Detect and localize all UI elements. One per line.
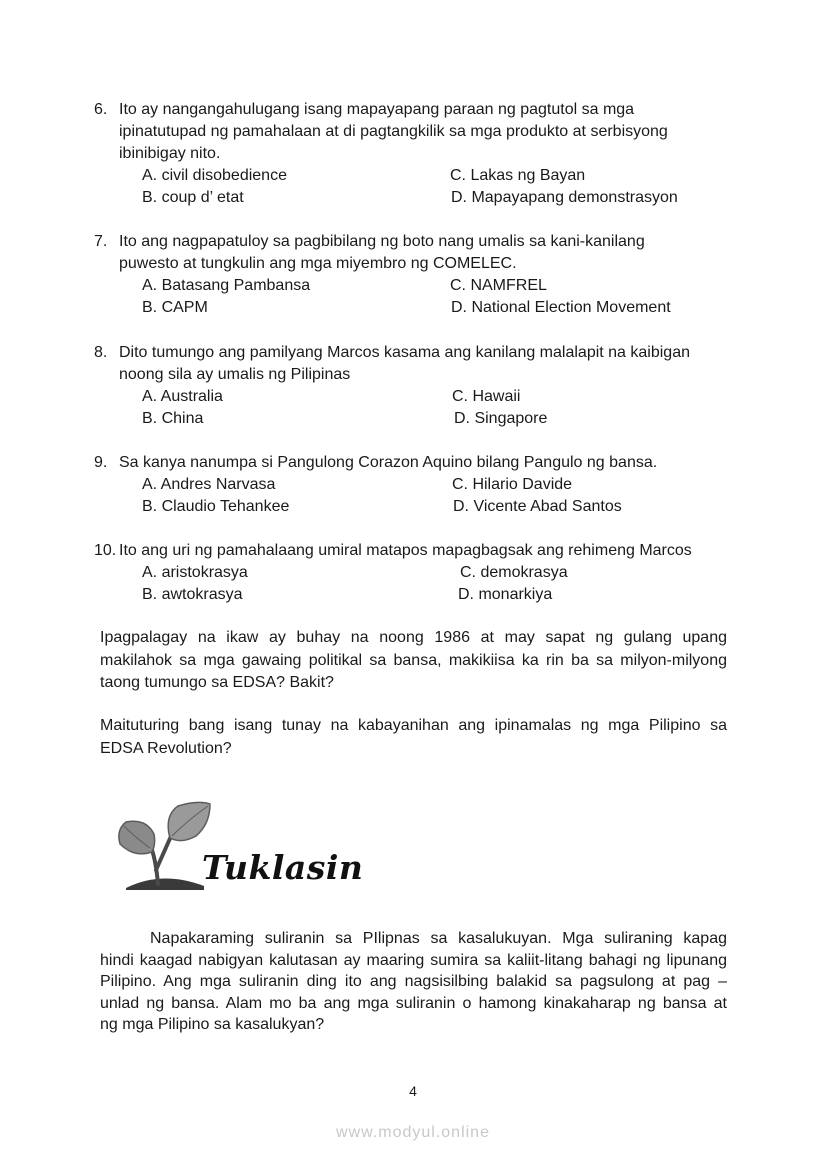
para-line: Maituturing bang isang tunay na kabayanihan ang ipinamalas ng mga Pilipino sa	[100, 717, 727, 734]
choice-b: B. Claudio Tehankee	[142, 498, 290, 515]
question-number: 10.	[94, 542, 117, 559]
choices	[94, 474, 734, 518]
choices	[94, 165, 734, 209]
choice-c: C. Lakas ng Bayan	[450, 167, 586, 184]
reflection-question-2	[100, 715, 727, 760]
page-number: 4	[409, 1083, 417, 1099]
intro-line: ng mga Pilipino sa kasalukyan?	[100, 1016, 325, 1033]
choice-a: A. aristokrasya	[142, 564, 248, 581]
question-stem	[119, 342, 734, 386]
question-number: 9.	[94, 454, 108, 471]
intro-line: unlad ng bansa. Alam mo ba ang mga suliranin o hamong kinakaharap ng bansa at	[100, 994, 727, 1012]
para-line: taong tumungo sa EDSA? Bakit?	[100, 674, 334, 691]
watermark: www.modyul.online	[336, 1124, 490, 1141]
choice-b: B. China	[142, 410, 204, 427]
intro-line: hindi kaagad nabigyan kalutasan ay maaring sumira sa kaliit-litang bahagi ng lipunang	[100, 951, 727, 969]
stem-line: ipinatutupad ng pamahalaan at di pagtangkilik sa mga produkto at serbisyong	[119, 123, 668, 140]
choices	[94, 562, 734, 606]
stem-line: noong sila ay umalis ng Pilipinas	[119, 366, 351, 383]
choice-a: A. Australia	[142, 388, 223, 405]
intro-line: Pilipino. Ang mga suliranin ding ito ang nagsisilbing balakid sa pagsulong at pag –	[100, 973, 727, 990]
question-stem	[119, 452, 734, 474]
stem-line: Ito ang uri ng pamahalaang umiral matapos mapagbagsak ang rehimeng Marcos	[119, 542, 692, 559]
question-stem	[119, 231, 734, 275]
choice-c: C. Hilario Davide	[452, 476, 573, 493]
question-7	[94, 231, 734, 319]
sprout-icon	[112, 800, 212, 892]
section-title: Tuklasin	[202, 848, 364, 887]
choice-a: A. Andres Narvasa	[142, 476, 276, 493]
question-10	[94, 540, 734, 606]
question-stem	[119, 540, 734, 562]
stem-line: puwesto at tungkulin ang mga miyembro ng COMELEC.	[119, 255, 517, 272]
choices	[94, 275, 734, 319]
section-intro	[100, 928, 727, 1036]
question-number: 8.	[94, 344, 108, 361]
question-9	[94, 452, 734, 518]
choice-d: D. Vicente Abad Santos	[453, 498, 622, 515]
choice-b: B. awtokrasya	[142, 586, 243, 603]
stem-line: Ito ay nangangahulugang isang mapayapang paraan ng pagtutol sa mga	[119, 101, 635, 118]
intro-line: Napakaraming suliranin sa PIlipnas sa kasalukuyan. Mga suliraning kapag	[150, 930, 727, 947]
question-number: 7.	[94, 233, 108, 250]
choice-a: A. civil disobedience	[142, 167, 287, 184]
reflection-question-1	[100, 627, 727, 695]
choice-d: D. National Election Movement	[451, 299, 671, 316]
choice-c: C. demokrasya	[460, 564, 568, 581]
choice-a: A. Batasang Pambansa	[142, 277, 311, 294]
choices	[94, 386, 734, 430]
para-line: EDSA Revolution?	[100, 739, 232, 757]
stem-line: Dito tumungo ang pamilyang Marcos kasama ang kanilang malalapit na kaibigan	[119, 344, 690, 361]
choice-d: D. Singapore	[454, 410, 548, 427]
question-6	[94, 99, 734, 209]
choice-d: D. Mapayapang demonstrasyon	[451, 189, 678, 206]
para-line: Ipagpalagay na ikaw ay buhay na noong 1986 at may sapat ng gulang upang	[100, 629, 727, 646]
stem-line: Ito ang nagpapatuloy sa pagbibilang ng boto nang umalis sa kani-kanilang	[119, 233, 645, 250]
choice-c: C. Hawaii	[452, 388, 521, 405]
choice-b: B. coup d’ etat	[142, 189, 244, 206]
question-8	[94, 342, 734, 430]
stem-line: ibinibigay nito.	[119, 145, 221, 162]
choice-c: C. NAMFREL	[450, 277, 547, 294]
choice-b: B. CAPM	[142, 299, 208, 316]
stem-line: Sa kanya nanumpa si Pangulong Corazon Aquino bilang Pangulo ng bansa.	[119, 454, 658, 471]
para-line: makilahok sa mga gawaing politikal sa bansa, makikiisa ka rin ba sa milyon-milyong	[100, 651, 727, 669]
question-stem	[119, 99, 734, 165]
question-number: 6.	[94, 101, 108, 118]
choice-d: D. monarkiya	[458, 586, 553, 603]
